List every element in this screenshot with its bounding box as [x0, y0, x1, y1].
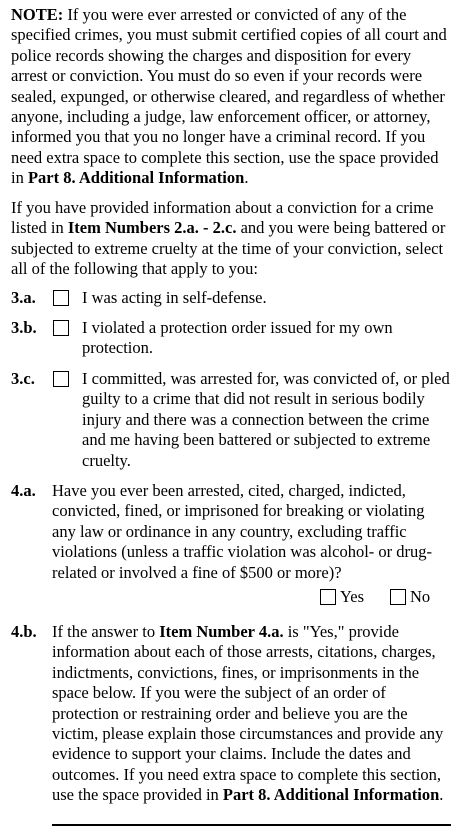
note-end: . — [244, 168, 249, 188]
item-4a-text: Have you ever been arrested, cited, charged, indicted, convicted, fined, or imprisoned for breaking or violating any law or ordinance in any country, excluding traffic violations (unless a traffic violation was alcohol- or drug-related or involved a fine of $500 or more)? — [52, 481, 433, 582]
item-3a-number: 3.a. — [11, 288, 36, 307]
item-3a-text: I was acting in self-defense. — [82, 288, 267, 307]
item-3b-checkbox[interactable] — [53, 320, 69, 336]
note-label: NOTE: — [11, 5, 64, 24]
note-body: If you were ever arrested or convicted of any of the specified crimes, you must submit certified copies of all court and police records showing the charges and disposition for every arrest or conviction. You must do so even if your records were sealed, expunged, or otherwise cleared, and regardless of whether anyone, including a judge, law enforcement officer, or attorney, informed you that you no longer have a criminal record. If you need extra space to complete this section, use the space provided in — [11, 5, 447, 188]
item-4b-part8-ref: Part 8. Additional Information — [222, 785, 440, 805]
item-3b-number: 3.b. — [11, 318, 37, 337]
item-4b-text — [52, 622, 452, 806]
yes-checkbox[interactable] — [320, 589, 336, 605]
item-4b-end: . — [439, 785, 444, 805]
intro-post: and you were being battered or subjected to extreme cruelty at the time of your conviction, select all of the following that apply to you: — [11, 218, 446, 279]
note-paragraph — [11, 5, 451, 189]
intro-item-ref: Item Numbers 2.a. - 2.c. — [67, 218, 237, 238]
item-4a-number: 4.a. — [11, 481, 36, 500]
no-checkbox[interactable] — [390, 589, 406, 605]
item-3a-checkbox[interactable] — [53, 290, 69, 306]
answer-field-line — [52, 824, 451, 826]
item-4b-post: is "Yes," provide information about each of those arrests, citations, charges, indictments, convictions, fines, or imprisonments in the space below. If you were the subject of an order of protection or restraining order and believe you are the victim, please explain those circumstances and provide any evidence to support your claims. Include the dates and outcomes. If you need extra space to complete this section, use the space provided in — [52, 622, 444, 805]
item-3b-text: I violated a protection order issued for my own protection. — [82, 318, 393, 358]
note-part8-ref: Part 8. Additional Information — [27, 168, 245, 188]
item-3c-checkbox[interactable] — [53, 371, 69, 387]
item-3c-number: 3.c. — [11, 369, 35, 388]
intro-pre: If you have provided information about a conviction for a crime listed in — [11, 198, 434, 238]
item-4b-ref: Item Number 4.a. — [159, 622, 284, 641]
no-label: No — [410, 587, 431, 606]
intro-paragraph — [11, 198, 451, 280]
item-3c-text: I committed, was arrested for, was convicted of, or pled guilty to a crime that did not result in serious bodily injury and there was a connection between the crime and me having been battered or subjected to extreme cruelty. — [82, 369, 450, 470]
item-4b-number: 4.b. — [11, 622, 37, 641]
item-4b-pre: If the answer to — [52, 622, 160, 641]
yes-label: Yes — [340, 587, 365, 606]
